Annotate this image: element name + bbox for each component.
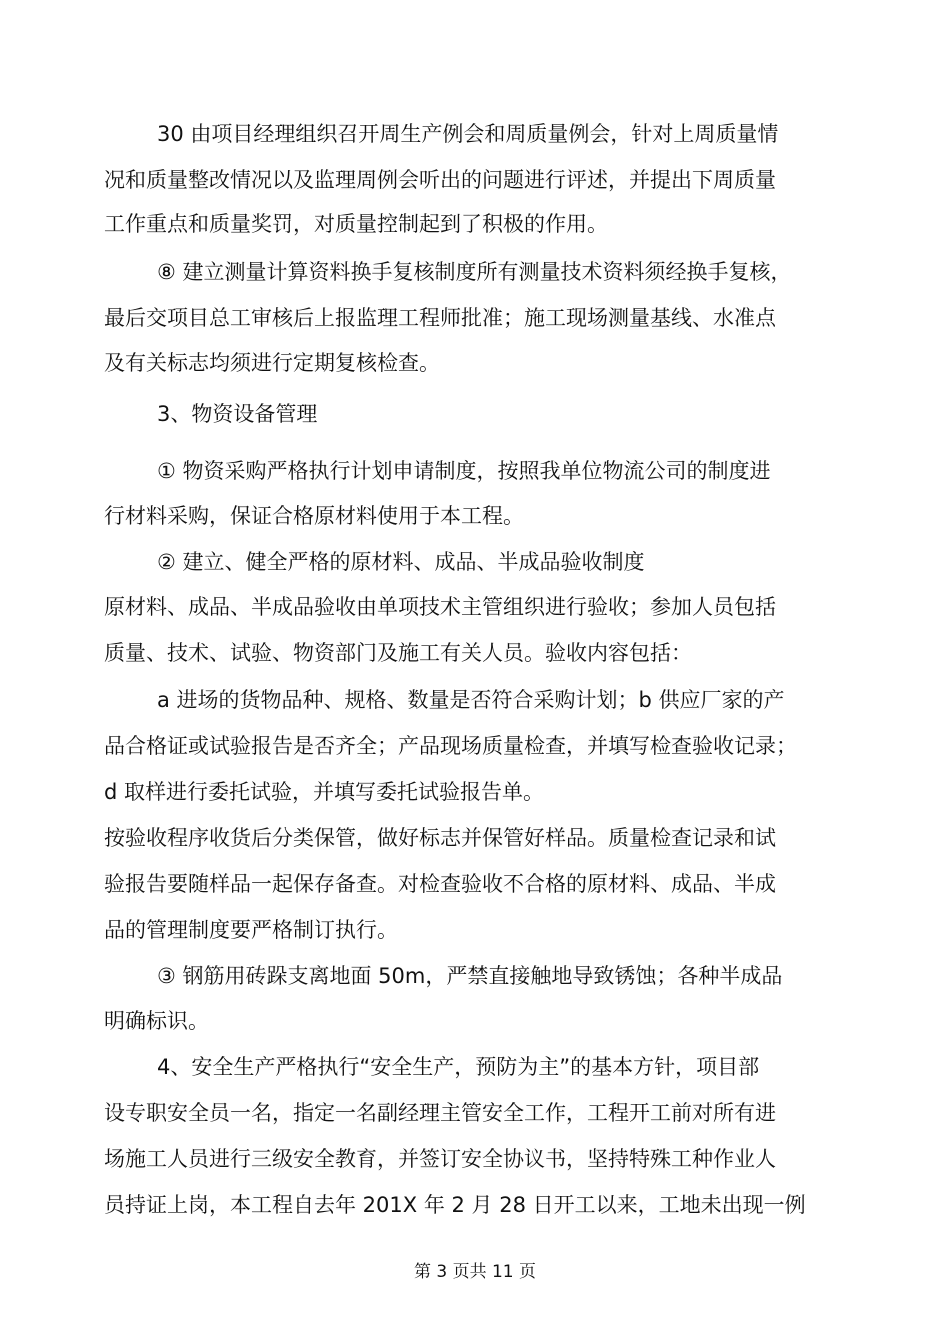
paragraph-line: ② 建立、健全严格的原材料、成品、半成品验收制度 bbox=[157, 550, 645, 574]
paragraph-line: 4、安全生产严格执行“安全生产，预防为主”的基本方针，项目部 bbox=[157, 1055, 760, 1079]
paragraph-line: 明确标识。 bbox=[104, 1009, 209, 1033]
paragraph-line: 验报告要随样品一起保存备查。对检查验收不合格的原材料、成品、半成 bbox=[104, 872, 776, 896]
paragraph-line: ① 物资采购严格执行计划申请制度，按照我单位物流公司的制度进 bbox=[157, 459, 771, 483]
paragraph-line: ⑧ 建立测量计算资料换手复核制度所有测量技术资料须经换手复核， bbox=[157, 260, 792, 284]
paragraph-line: 员持证上岗，本工程自去年 201X 年 2 月 28 日开工以来，工地未出现一例 bbox=[104, 1193, 806, 1217]
paragraph-line: 品的管理制度要严格制订执行。 bbox=[104, 918, 398, 942]
paragraph-line: 工作重点和质量奖罚，对质量控制起到了积极的作用。 bbox=[104, 212, 608, 236]
page-number-footer: 第 3 页共 11 页 bbox=[413, 1262, 537, 1282]
paragraph-line: 最后交项目总工审核后上报监理工程师批准；施工现场测量基线、水准点 bbox=[104, 306, 776, 330]
section-heading: 3、物资设备管理 bbox=[157, 402, 318, 426]
paragraph-line: 况和质量整改情况以及监理周例会听出的问题进行评述，并提出下周质量 bbox=[104, 168, 776, 192]
paragraph-line: 品合格证或试验报告是否齐全；产品现场质量检查，并填写检查验收记录； bbox=[104, 734, 797, 758]
paragraph-line: 设专职安全员一名，指定一名副经理主管安全工作，工程开工前对所有进 bbox=[104, 1101, 776, 1125]
paragraph-line: 按验收程序收货后分类保管，做好标志并保管好样品。质量检查记录和试 bbox=[104, 826, 776, 850]
paragraph-line: 场施工人员进行三级安全教育，并签订安全协议书，坚持特殊工种作业人 bbox=[104, 1147, 776, 1171]
paragraph-line: 质量、技术、试验、物资部门及施工有关人员。验收内容包括： bbox=[104, 641, 692, 665]
paragraph-line: 及有关标志均须进行定期复核检查。 bbox=[104, 351, 440, 375]
paragraph-line: 原材料、成品、半成品验收由单项技术主管组织进行验收；参加人员包括 bbox=[104, 595, 776, 619]
paragraph-line: ③ 钢筋用砖跺支离地面 50m，严禁直接触地导致锈蚀；各种半成品 bbox=[157, 964, 783, 988]
paragraph-line: d 取样进行委托试验，并填写委托试验报告单。 bbox=[104, 780, 545, 804]
paragraph-line: 行材料采购，保证合格原材料使用于本工程。 bbox=[104, 504, 524, 528]
paragraph-line: a 进场的货物品种、规格、数量是否符合采购计划；b 供应厂家的产 bbox=[157, 688, 785, 712]
paragraph-line: 30 由项目经理组织召开周生产例会和周质量例会，针对上周质量情 bbox=[157, 122, 779, 146]
